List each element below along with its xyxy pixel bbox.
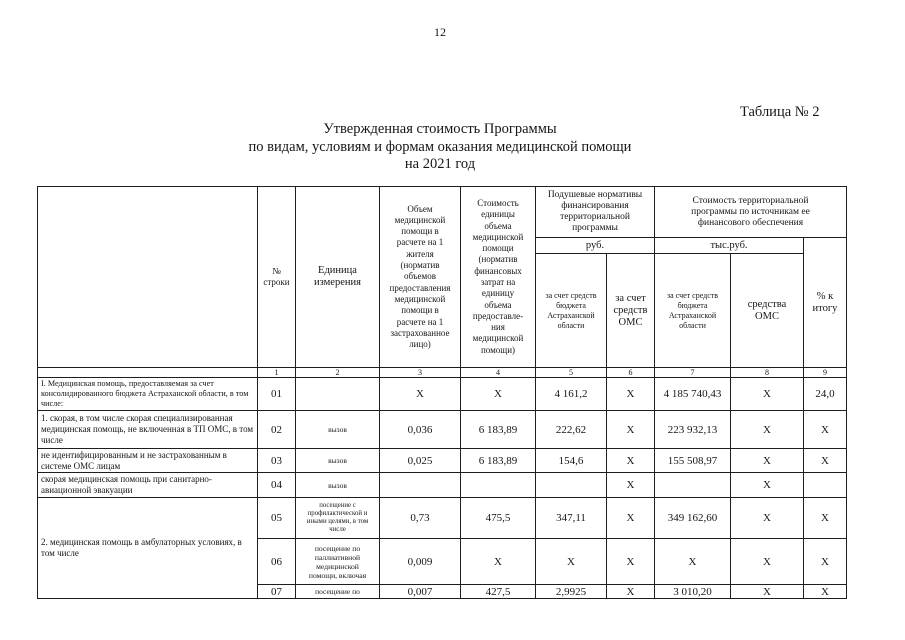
row-description: I. Медицинская помощь, предоставляемая за счет консолидированного бюджета Астраханской области, в том числе: xyxy=(38,378,258,411)
cost-table xyxy=(37,186,847,599)
row-number-cell: 07 xyxy=(258,585,296,599)
per-capita-budget-cell: 2,9925 xyxy=(536,585,607,599)
unit-cell: вызов xyxy=(296,473,380,498)
cost-budget-cell xyxy=(655,473,731,498)
header-unit: Единица измерения xyxy=(296,187,380,368)
per-capita-oms-cell: Х xyxy=(607,539,655,585)
cost-oms-cell: Х xyxy=(731,411,804,449)
per-capita-budget-cell: 154,6 xyxy=(536,449,607,473)
header-per-capita-oms: за счет средств ОМС xyxy=(607,254,655,368)
unit-cost-cell: 475,5 xyxy=(461,498,536,539)
per-capita-budget-cell: 222,62 xyxy=(536,411,607,449)
column-number-empty xyxy=(38,368,258,378)
volume-cell: Х xyxy=(380,378,461,411)
percent-cell: Х xyxy=(804,498,847,539)
header-row-number xyxy=(258,187,296,368)
per-capita-budget-cell: Х xyxy=(536,539,607,585)
percent-cell: Х xyxy=(804,411,847,449)
cost-oms-cell: Х xyxy=(731,378,804,411)
per-capita-oms-cell: Х xyxy=(607,473,655,498)
row-description: не идентифицированным и не застрахованным в системе ОМС лицам xyxy=(38,449,258,473)
cost-budget-cell: 349 162,60 xyxy=(655,498,731,539)
unit-cost-cell: 427,5 xyxy=(461,585,536,599)
header-per-capita-currency: руб. xyxy=(536,238,655,254)
header-unit-cost: Стоимость единицы объема медицинской помощи (норматив финансовых затрат на единицу объема предоставле-ния медицинской помощи) xyxy=(461,187,536,368)
per-capita-oms-cell: Х xyxy=(607,411,655,449)
percent-cell: Х xyxy=(804,585,847,599)
row-group-description: 2. медицинская помощь в амбулаторных условиях, в том числе xyxy=(38,498,258,599)
unit-cost-cell: 6 183,89 xyxy=(461,411,536,449)
row-number-cell: 04 xyxy=(258,473,296,498)
cost-budget-cell: 4 185 740,43 xyxy=(655,378,731,411)
unit-cost-cell: Х xyxy=(461,378,536,411)
row-description: скорая медицинская помощь при санитарно-авиационной эвакуации xyxy=(38,473,258,498)
column-number: 3 xyxy=(380,368,461,378)
unit-cost-cell xyxy=(461,473,536,498)
cost-budget-cell: 155 508,97 xyxy=(655,449,731,473)
header-cost-group: Стоимость территориальной программы по источникам ее финансового обеспечения xyxy=(655,187,847,238)
volume-cell xyxy=(380,473,461,498)
volume-cell: 0,007 xyxy=(380,585,461,599)
cost-oms-cell: Х xyxy=(731,539,804,585)
cost-budget-cell: Х xyxy=(655,539,731,585)
header-row-number-symbol: № xyxy=(272,265,281,276)
header-per-capita-group: Подушевые нормативы финансирования территориальной программы xyxy=(536,187,655,238)
cost-oms-cell: Х xyxy=(731,449,804,473)
column-number: 7 xyxy=(655,368,731,378)
title-line-3: на 2021 год xyxy=(404,156,476,172)
per-capita-budget-cell: 4 161,2 xyxy=(536,378,607,411)
unit-cell: посещение по xyxy=(296,585,380,599)
per-capita-budget-cell xyxy=(536,473,607,498)
unit-cell: посещение с профилактической и иными целями, в том числе xyxy=(296,498,380,539)
row-description: 1. скорая, в том числе скорая специализированная медицинская помощь, не включенная в ТП ОМС, в том числе xyxy=(38,411,258,449)
row-number-cell: 03 xyxy=(258,449,296,473)
row-number-cell: 01 xyxy=(258,378,296,411)
row-number-cell: 02 xyxy=(258,411,296,449)
per-capita-budget-cell: 347,11 xyxy=(536,498,607,539)
page-number: 12 xyxy=(434,25,446,39)
title-line-2: по видам, условиям и формам оказания медицинской помощи xyxy=(248,138,632,155)
volume-cell: 0,036 xyxy=(380,411,461,449)
per-capita-oms-cell: Х xyxy=(607,378,655,411)
percent-cell: Х xyxy=(804,449,847,473)
volume-cell: 0,73 xyxy=(380,498,461,539)
cost-oms-cell: Х xyxy=(731,498,804,539)
volume-cell: 0,009 xyxy=(380,539,461,585)
header-cost-oms: средства ОМС xyxy=(731,254,804,368)
header-cost-currency: тыс.руб. xyxy=(655,238,804,254)
header-percent: % к итогу xyxy=(804,238,847,368)
header-description xyxy=(38,187,258,368)
unit-cost-cell: 6 183,89 xyxy=(461,449,536,473)
unit-cell: посещение по паллиативной медицинской помощи, включая xyxy=(296,539,380,585)
cost-oms-cell: Х xyxy=(731,585,804,599)
unit-cell xyxy=(296,378,380,411)
header-cost-budget: за счет средств бюджета Астраханской области xyxy=(655,254,731,368)
unit-cell: вызов xyxy=(296,449,380,473)
table-label: Таблица № 2 xyxy=(740,104,820,120)
cost-budget-cell: 3 010,20 xyxy=(655,585,731,599)
per-capita-oms-cell: Х xyxy=(607,449,655,473)
column-number: 8 xyxy=(731,368,804,378)
percent-cell xyxy=(804,473,847,498)
unit-cell: вызов xyxy=(296,411,380,449)
column-number: 4 xyxy=(461,368,536,378)
cost-budget-cell: 223 932,13 xyxy=(655,411,731,449)
column-number: 5 xyxy=(536,368,607,378)
per-capita-oms-cell: Х xyxy=(607,585,655,599)
per-capita-oms-cell: Х xyxy=(607,498,655,539)
column-number: 2 xyxy=(296,368,380,378)
column-number: 9 xyxy=(804,368,847,378)
header-volume: Объем медицинской помощи в расчете на 1 жителя (норматив объемов предоставления медицинской помощи в расчете на 1 застрахованное лицо) xyxy=(380,187,461,368)
title-line-1: Утвержденная стоимость Программы xyxy=(323,121,557,137)
row-number-cell: 05 xyxy=(258,498,296,539)
percent-cell: Х xyxy=(804,539,847,585)
document-title xyxy=(190,121,690,174)
unit-cost-cell: Х xyxy=(461,539,536,585)
column-number: 1 xyxy=(258,368,296,378)
percent-cell: 24,0 xyxy=(804,378,847,411)
cost-oms-cell: Х xyxy=(731,473,804,498)
header-row-number-label: строки xyxy=(263,277,290,287)
volume-cell: 0,025 xyxy=(380,449,461,473)
column-number: 6 xyxy=(607,368,655,378)
header-per-capita-budget: за счет средств бюджета Астраханской области xyxy=(536,254,607,368)
row-number-cell: 06 xyxy=(258,539,296,585)
